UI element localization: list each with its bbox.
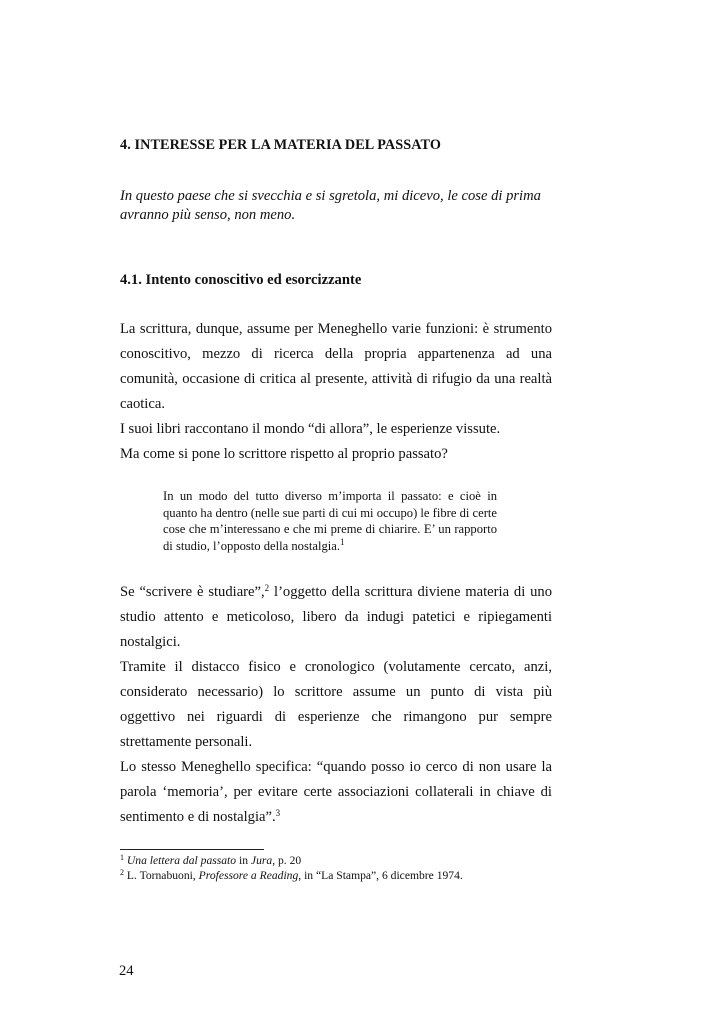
footnote: $^1$ Una lettera dal passato in Jura, p. 20 <box>120 853 302 867</box>
body-text-upper <box>120 317 552 467</box>
footnote: $^2$ L. Tornabuoni, Professore a Reading, in “La Stampa”, 6 dicembre 1974. <box>120 868 463 882</box>
chapter-title: 4. INTERESSE PER LA MATERIA DEL PASSATO <box>120 137 441 153</box>
paragraph: La scrittura, dunque, assume per Meneghello varie funzioni: è strumento conoscitivo, mezzo di ricerca della propria appartenenza ad una comunità, occasione di critica al presente, attività di rifugio da una realtà caotica. <box>120 321 552 412</box>
quote-text: In un modo del tutto diverso m’importa il passato: e cioè in quanto ha dentro (nelle sue parti di cui mi occupo) le fibre di certe cose che m’interessano e che mi preme di chiarire. E’ un rapporto di studio, l’opposto della nostalgia. <box>163 489 497 553</box>
paragraph: Tramite il distacco fisico e cronologico (volutamente cercato, anzi, considerato necessario) lo scrittore assume un punto di vista più oggettivo nei riguardi di esperienze che rimangono pur sempre strettamente personali. <box>120 659 552 750</box>
body-text-lower <box>120 580 552 830</box>
paragraph: Lo stesso Meneghello specifica: “quando posso io cerco di non usare la parola ‘memoria’, per evitare certe associazioni collaterali in chiave di sentimento e di nostalgia”.$^3$ <box>120 759 552 825</box>
footnote-ref: 2 <box>264 583 270 593</box>
block-quote <box>163 488 497 554</box>
footnote-divider <box>120 849 264 850</box>
footnote-ref: 1 <box>340 536 345 547</box>
paragraph: I suoi libri raccontano il mondo “di allora”, le esperienze vissute. <box>120 421 501 437</box>
paragraph: Ma come si pone lo scrittore rispetto al proprio passato? <box>120 446 448 462</box>
epigraph: In questo paese che si svecchia e si sgretola, mi dicevo, le cose di prima avranno più senso, non meno. <box>120 188 541 223</box>
footnotes <box>120 853 560 883</box>
footnote-ref: 3 <box>275 808 281 818</box>
paragraph: Se “scrivere è studiare”,$^2$ l’oggetto della scrittura diviene materia di uno studio attento e meticoloso, libero da indugi patetici e ripiegamenti nostalgici. <box>120 583 553 650</box>
page-number: 24 <box>119 963 134 979</box>
section-title: 4.1. Intento conoscitivo ed esorcizzante <box>120 272 362 288</box>
